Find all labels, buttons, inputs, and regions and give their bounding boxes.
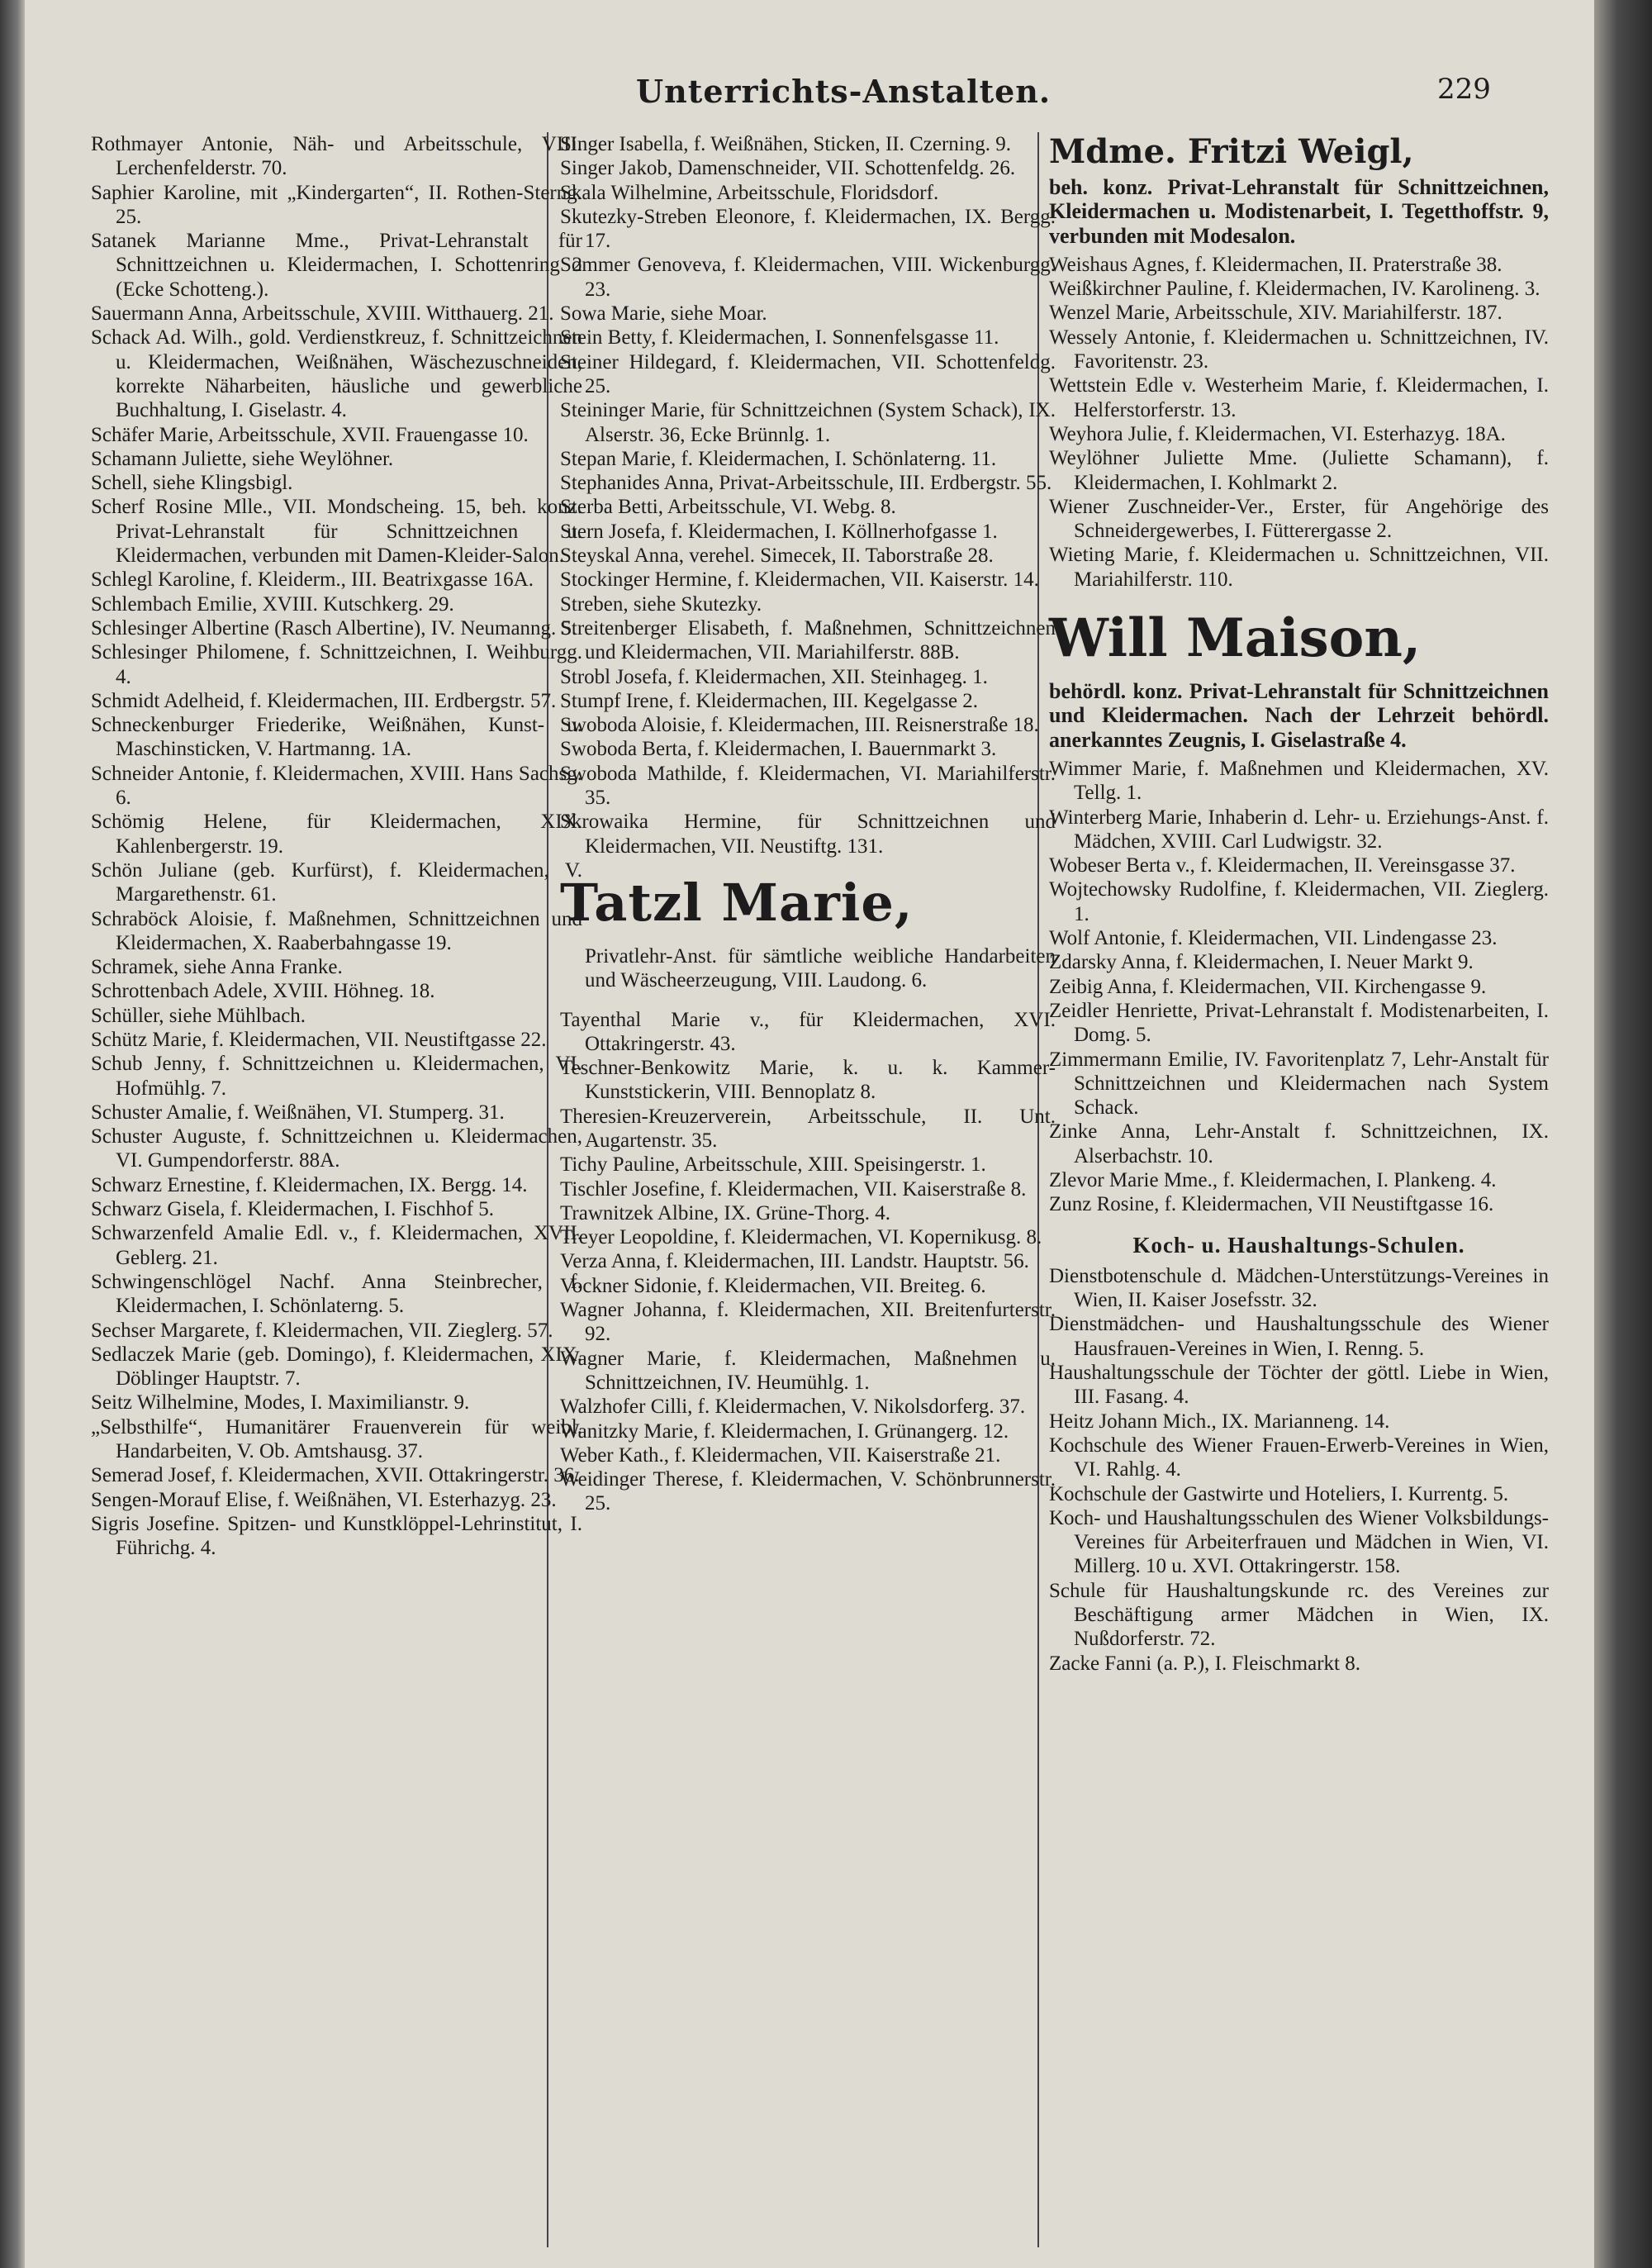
directory-list-middle-top [560,132,1056,858]
directory-entry: Zdarsky Anna, f. Kleidermachen, I. Neuer Markt 9. [1049,951,1474,974]
directory-entry: Satanek Marianne Mme., Privat-Lehranstalt für Schnittzeichnen u. Kleidermachen, I. Schottenring 2 (Ecke Schotteng.). [91,230,582,301]
directory-entry: Schrottenbach Adele, XVIII. Höhneg. 18. [91,980,435,1003]
column-middle [560,132,1056,1516]
ad-tatzl-text: Privatlehr-Anst. für sämtliche weibliche Handarbeiten und Wäscheerzeugung, VIII. Laudong. 6. [585,944,1056,992]
directory-list-right-top [1049,253,1549,592]
directory-entry: Seitz Wilhelmine, Modes, I. Maximilianstr. 9. [91,1391,470,1415]
directory-entry: Wenzel Marie, Arbeitsschule, XIV. Mariahilferstr. 187. [1049,302,1502,325]
ad-weigl-name: Mdme. Fritzi Weigl, [1049,132,1414,171]
directory-entry: Swoboda Berta, f. Kleidermachen, I. Bauernmarkt 3. [560,738,997,761]
directory-entry: Steyskal Anna, verehel. Simecek, II. Taborstraße 28. [560,544,994,568]
directory-entry: Tayenthal Marie v., für Kleidermachen, XVI. Ottakringerstr. 43. [560,1008,1056,1055]
directory-entry: Wiener Zuschneider-Ver., Erster, für Angehörige des Schneidergewerbes, I. Fütterergasse 2. [1049,495,1549,543]
directory-entry: Stepan Marie, f. Kleidermachen, I. Schönlaterng. 11. [560,447,997,470]
directory-entry: Dienstmädchen- und Haushaltungsschule des Wiener Hausfrauen-Vereines in Wien, I. Renng. 5. [1049,1313,1549,1360]
directory-entry: Sterba Betti, Arbeitsschule, VI. Webg. 8. [560,496,896,519]
directory-list-middle-bottom [560,1008,1056,1516]
directory-entry: Tischler Josefine, f. Kleidermachen, VII. Kaiserstraße 8. [560,1177,1027,1201]
book-edge [1594,0,1652,2268]
directory-entry: Kochschule der Gastwirte und Hoteliers, I. Kurrentg. 5. [1049,1482,1509,1505]
directory-entry: Singer Isabella, f. Weißnähen, Sticken, II. Czerning. 9. [560,133,1011,155]
column-left [91,132,582,1561]
directory-entry: Schömig Helene, für Kleidermachen, XIX. Kahlenbergerstr. 19. [91,811,582,858]
directory-entry: Stein Betty, f. Kleidermachen, I. Sonnenfelsgasse 11. [560,326,999,349]
running-head: Unterrichts-Anstalten. [636,73,1051,110]
directory-entry: Streben, siehe Skutezky. [560,592,762,616]
directory-entry: Wojtechowsky Rudolfine, f. Kleidermachen, VII. Zieglerg. 1. [1049,878,1549,925]
directory-entry: Wieting Marie, f. Kleidermachen u. Schnittzeichnen, VII. Mariahilferstr. 110. [1049,544,1549,591]
directory-entry: Schuster Auguste, f. Schnittzeichnen u. Kleidermachen, VI. Gumpendorferstr. 88A. [91,1125,582,1172]
directory-entry: Walzhofer Cilli, f. Kleidermachen, V. Nikolsdorferg. 37. [560,1396,1026,1419]
directory-entry: Stephanides Anna, Privat-Arbeitsschule, III. Erdbergstr. 55. [560,472,1052,495]
directory-entry: Teschner-Benkowitz Marie, k. u. k. Kammer-Kunststickerin, VIII. Bennoplatz 8. [560,1057,1056,1104]
directory-entry: Wagner Marie, f. Kleidermachen, Maßnehmen u. Schnittzeichnen, IV. Heumühlg. 1. [560,1347,1056,1394]
directory-entry: Weishaus Agnes, f. Kleidermachen, II. Praterstraße 38. [1049,253,1502,276]
ad-maison-name: Will Maison, [1049,607,1422,670]
directory-entry: Haushaltungsschule der Töchter der göttl. Liebe in Wien, III. Fasang. 4. [1049,1362,1549,1409]
directory-entry: Swoboda Aloisie, f. Kleidermachen, III. Reisnerstraße 18. [560,714,1039,737]
directory-entry: Schwarzenfeld Amalie Edl. v., f. Kleidermachen, XVII. Geblerg. 21. [91,1222,582,1269]
directory-entry: Trawnitzek Albine, IX. Grüne-Thorg. 4. [560,1201,890,1224]
directory-entry: Stern Josefa, f. Kleidermachen, I. Köllnerhofgasse 1. [560,520,998,543]
directory-entry: Schwarz Ernestine, f. Kleidermachen, IX. Bergg. 14. [91,1173,528,1196]
directory-entry: Dienstbotenschule d. Mädchen-Unterstützungs-Vereines in Wien, II. Kaiser Josefsstr. 32. [1049,1264,1549,1312]
directory-entry: Wobeser Berta v., f. Kleidermachen, II. Vereinsgasse 37. [1049,854,1516,877]
directory-entry: Wagner Johanna, f. Kleidermachen, XII. Breitenfurterstr. 92. [560,1299,1056,1346]
directory-entry: Zinke Anna, Lehr-Anstalt f. Schnittzeichnen, IX. Alserbachstr. 10. [1049,1120,1549,1167]
directory-entry: Schack Ad. Wilh., gold. Verdienstkreuz, f. Schnittzeichnen u. Kleidermachen, Weißnähen, Wäschezuschneiden, korrekte Näharbeiten, häusliche und gewerbliche Buchhaltung, I. Giselastr. 4. [91,326,582,422]
directory-entry: Winterberg Marie, Inhaberin d. Lehr- u. Erziehungs-Anst. f. Mädchen, XVIII. Carl Ludwigstr. 32. [1049,806,1549,853]
page-header [25,73,1594,122]
directory-entry: Skrowaika Hermine, für Schnittzeichnen und Kleidermachen, VII. Neustiftg. 131. [560,811,1056,858]
directory-entry: Heitz Johann Mich., IX. Marianneng. 14. [1049,1410,1390,1433]
directory-entry: Weidinger Therese, f. Kleidermachen, V. Schönbrunnerstr. 25. [560,1468,1056,1515]
directory-entry: Sommer Genoveva, f. Kleidermachen, VIII. Wickenburgg. 23. [560,254,1056,301]
directory-list-right-bottom [1049,757,1549,1217]
directory-entry: Wettstein Edle v. Westerheim Marie, f. Kleidermachen, I. Helferstorferstr. 13. [1049,374,1549,421]
directory-entry: Schule für Haushaltungskunde rc. des Vereines zur Beschäftigung armer Mädchen in Wien, IX. Nußdorferstr. 72. [1049,1579,1549,1651]
book-page [25,0,1594,2268]
directory-entry: Semerad Josef, f. Kleidermachen, XVII. Ottakringerstr. 36. [91,1464,580,1487]
directory-entry: Wolf Antonie, f. Kleidermachen, VII. Lindengasse 23. [1049,927,1498,950]
directory-entry: Zacke Fanni (a. P.), I. Fleischmarkt 8. [1049,1652,1360,1675]
directory-entry: Wimmer Marie, f. Maßnehmen und Kleidermachen, XV. Tellg. 1. [1049,757,1549,805]
directory-entry: Skutezky-Streben Eleonore, f. Kleidermachen, IX. Bergg. 17. [560,205,1056,253]
directory-entry: Vockner Sidonie, f. Kleidermachen, VII. Breiteg. 6. [560,1274,986,1297]
directory-entry: Wanitzky Marie, f. Kleidermachen, I. Grünangerg. 12. [560,1419,1009,1443]
directory-entry: Rothmayer Antonie, Näh- und Arbeitsschule, VIII. Lerchenfelderstr. 70. [91,133,582,180]
directory-entry: Sengen-Morauf Elise, f. Weißnähen, VI. Esterhazyg. 23. [91,1488,557,1511]
directory-entry: Sowa Marie, siehe Moar. [560,302,767,326]
ad-maison-text: behördl. konz. Privat-Lehranstalt für Schnittzeichnen und Kleidermachen. Nach der Lehrzeit behördl. anerkanntes Zeugnis, I. Giselastraße 4. [1049,679,1549,752]
page-number: 229 [1437,73,1491,106]
directory-entry: Stumpf Irene, f. Kleidermachen, III. Kegelgasse 2. [560,689,979,712]
directory-entry: Schneider Antonie, f. Kleidermachen, XVIII. Hans Sachsg. 6. [91,762,582,810]
directory-entry: Schub Jenny, f. Schnittzeichnen u. Kleidermachen, VI. Hofmühlg. 7. [91,1053,582,1100]
directory-list-cooking-schools [1049,1264,1549,1676]
directory-entry: Schmidt Adelheid, f. Kleidermachen, III. Erdbergstr. 57. [91,689,557,712]
directory-entry: Schamann Juliette, siehe Weylöhner. [91,447,394,470]
directory-entry: Schell, siehe Klingsbigl. [91,472,293,495]
directory-entry: Kochschule des Wiener Frauen-Erwerb-Vereines in Wien, VI. Rahlg. 4. [1049,1434,1549,1481]
directory-entry: Schraböck Aloisie, f. Maßnehmen, Schnittzeichnen und Kleidermachen, X. Raaberbahngasse 19. [91,907,582,954]
directory-entry: Zimmermann Emilie, IV. Favoritenplatz 7, Lehr-Anstalt für Schnittzeichnen und Kleidermachen nach System Schack. [1049,1048,1549,1120]
directory-entry: Schüller, siehe Mühlbach. [91,1004,306,1027]
directory-entry: Theresien-Kreuzerverein, Arbeitsschule, II. Unt. Augartenstr. 35. [560,1105,1056,1152]
directory-entry: Schuster Amalie, f. Weißnähen, VI. Stumperg. 31. [91,1101,505,1124]
directory-entry: Zeidler Henriette, Privat-Lehranstalt f. Modistenarbeiten, I. Domg. 5. [1049,999,1549,1047]
directory-entry: Schlesinger Philomene, f. Schnittzeichnen, I. Weihburgg. 4. [91,641,582,688]
directory-entry: Zlevor Marie Mme., f. Kleidermachen, I. Plankeng. 4. [1049,1168,1497,1191]
directory-entry: Weyhora Julie, f. Kleidermachen, VI. Esterhazyg. 18A. [1049,422,1506,445]
directory-entry: Treyer Leopoldine, f. Kleidermachen, VI. Kopernikusg. 8. [560,1226,1042,1249]
directory-entry: Weißkirchner Pauline, f. Kleidermachen, IV. Karolineng. 3. [1049,278,1540,301]
directory-entry: Schlembach Emilie, XVIII. Kutschkerg. 29. [91,592,454,616]
directory-entry: „Selbsthilfe“, Humanitärer Frauenverein für weibl. Handarbeiten, V. Ob. Amtshausg. 37. [91,1415,582,1463]
ad-weigl-text: beh. konz. Privat-Lehranstalt für Schnittzeichnen, Kleidermachen u. Modistenarbeit, I. Tegetthoffstr. 9, verbunden mit Modesalon. [1049,175,1549,248]
directory-entry: Streitenberger Elisabeth, f. Maßnehmen, Schnittzeichnen und Kleidermachen, VII. Mariahilferstr. 88B. [560,616,1056,664]
directory-entry: Swoboda Mathilde, f. Kleidermachen, VI. Mariahilferstr. 35. [560,762,1056,810]
directory-entry: Strobl Josefa, f. Kleidermachen, XII. Steinhageg. 1. [560,665,988,688]
directory-entry: Stockinger Hermine, f. Kleidermachen, VII. Kaiserstr. 14. [560,568,1039,592]
section-heading: Koch- u. Haushaltungs-Schulen. [1132,1232,1465,1258]
directory-entry: Wessely Antonie, f. Kleidermachen u. Schnittzeichnen, IV. Favoritenstr. 23. [1049,326,1549,373]
directory-entry: Schwingenschlögel Nachf. Anna Steinbrecher, f. Kleidermachen, I. Schönlaterng. 5. [91,1270,582,1318]
directory-entry: Sauermann Anna, Arbeitsschule, XVIII. Witthauerg. 21. [91,302,554,326]
directory-entry: Sigris Josefine. Spitzen- und Kunstklöppel-Lehrinstitut, I. Führichg. 4. [91,1512,582,1560]
directory-entry: Schön Juliane (geb. Kurfürst), f. Kleidermachen, V. Margarethenstr. 61. [91,858,582,906]
directory-entry: Schlegl Karoline, f. Kleiderm., III. Beatrixgasse 16A. [91,568,534,592]
ad-tatzl-name: Tatzl Marie, [560,872,914,933]
directory-entry: Tichy Pauline, Arbeitsschule, XIII. Speisingerstr. 1. [560,1153,986,1177]
directory-entry: Schneckenburger Friederike, Weißnähen, Kunst- u. Maschinsticken, V. Hartmanng. 1A. [91,714,582,761]
directory-entry: Zeibig Anna, f. Kleidermachen, VII. Kirchengasse 9. [1049,975,1487,998]
directory-entry: Schäfer Marie, Arbeitsschule, XVII. Frauengasse 10. [91,423,529,446]
directory-entry: Saphier Karoline, mit „Kindergarten“, II. Rothen-Sterng. 25. [91,181,582,228]
directory-entry: Sedlaczek Marie (geb. Domingo), f. Kleidermachen, XIX. Döblinger Hauptstr. 7. [91,1343,582,1391]
directory-entry: Koch- und Haushaltungsschulen des Wiener Volksbildungs-Vereines für Arbeiterfrauen und Mädchen in Wien, VI. Millerg. 10 u. XVI. Ottakringerstr. 158. [1049,1506,1549,1578]
directory-entry: Schwarz Gisela, f. Kleidermachen, I. Fischhof 5. [91,1198,495,1221]
directory-entry: Schlesinger Albertine (Rasch Albertine), IV. Neumanng. 5. [91,616,577,640]
column-right [1049,132,1549,1676]
directory-entry: Scherf Rosine Mlle., VII. Mondscheing. 15, beh. konz. Privat-Lehranstalt für Schnittzeichnen u. Kleidermachen, verbunden mit Damen-Kleider-Salon. [91,496,582,568]
directory-entry: Steiner Hildegard, f. Kleidermachen, VII. Schottenfeldg. 25. [560,350,1056,397]
book-gutter [0,0,25,2268]
directory-entry: Sechser Margarete, f. Kleidermachen, VII. Zieglerg. 57. [91,1319,553,1342]
directory-entry: Steininger Marie, für Schnittzeichnen (System Schack), IX. Alserstr. 36, Ecke Brünnlg. 1. [560,399,1056,446]
directory-entry: Skala Wilhelmine, Arbeitsschule, Floridsdorf. [560,181,939,204]
directory-entry: Schramek, siehe Anna Franke. [91,956,343,979]
directory-entry: Verza Anna, f. Kleidermachen, III. Landstr. Hauptstr. 56. [560,1250,1029,1273]
directory-entry: Zunz Rosine, f. Kleidermachen, VII Neustiftgasse 16. [1049,1193,1494,1216]
directory-entry: Singer Jakob, Damenschneider, VII. Schottenfeldg. 26. [560,157,1016,180]
directory-entry: Weylöhner Juliette Mme. (Juliette Schamann), f. Kleidermachen, I. Kohlmarkt 2. [1049,447,1549,494]
directory-entry: Schütz Marie, f. Kleidermachen, VII. Neustiftgasse 22. [91,1028,547,1051]
directory-entry: Weber Kath., f. Kleidermachen, VII. Kaiserstraße 21. [560,1443,1001,1467]
